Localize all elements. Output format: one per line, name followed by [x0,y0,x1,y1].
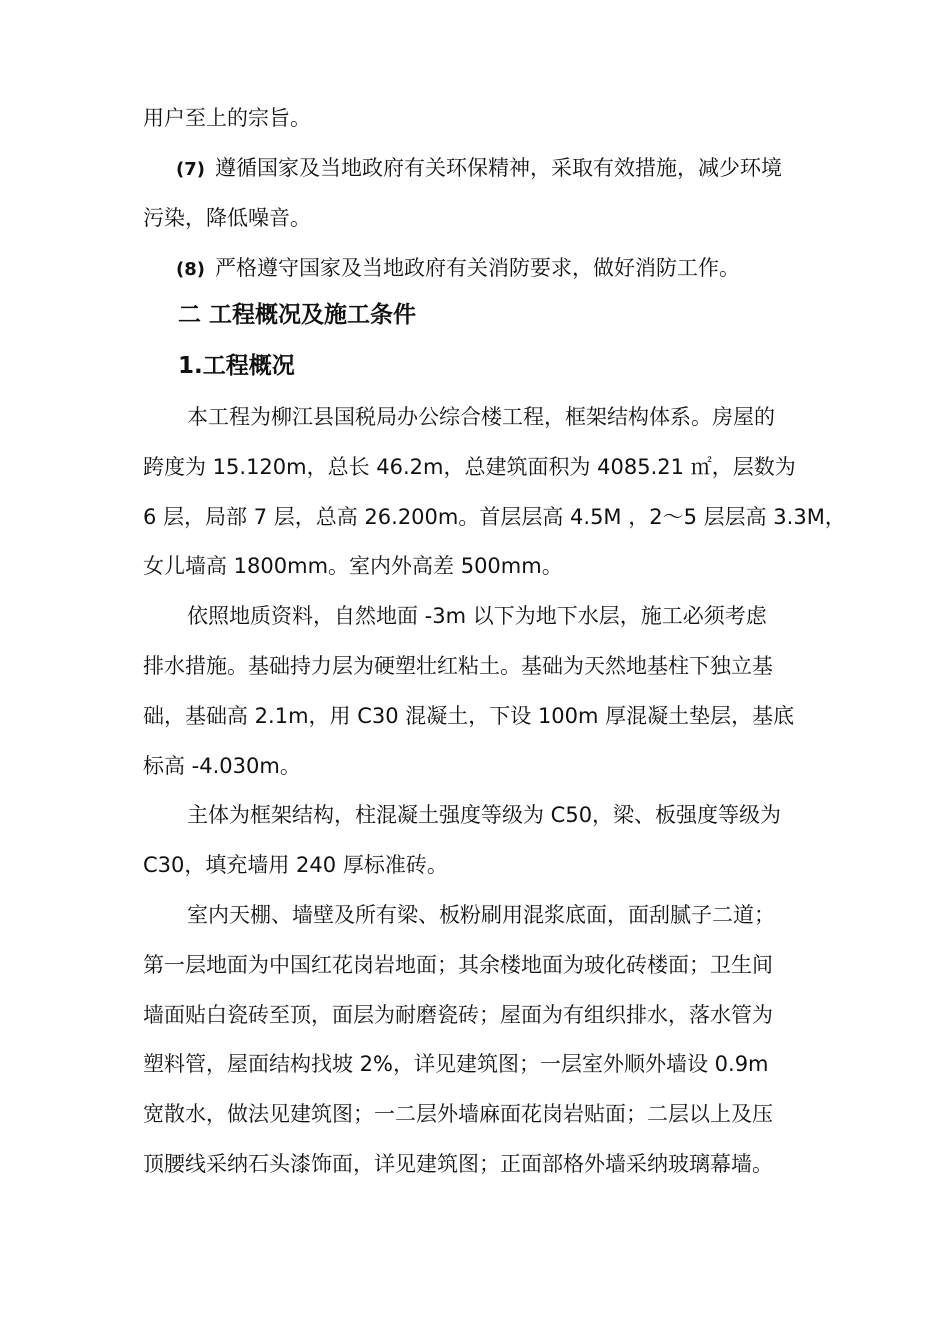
paragraph-line: 第一层地面为中国红花岗岩地面；其余楼地面为玻化砖楼面；卫生间 [143,953,773,977]
paragraph-line: 严格遵守国家及当地政府有关消防要求，做好消防工作。 [214,256,740,280]
paragraph-line: 依照地质资料，自然地面 -3m 以下为地下水层，施工必须考虑 [187,604,767,628]
paragraph-line: C30，填充墙用 240 厚标准砖。 [143,853,448,877]
paragraph-line: 遵循国家及当地政府有关环保精神，采取有效措施，减少环境 [214,156,782,180]
paragraph-line: 6 层，局部 7 层，总高 26.200m。首层层高 4.5M ，2～5 层层高 3.3M， [143,505,846,529]
paragraph-line: 跨度为 15.120m，总长 46.2m，总建筑面积为 4085.21 ㎡，层数为 [143,455,796,479]
item-number: (8) [176,259,205,280]
section-heading: 二 工程概况及施工条件 [178,302,417,328]
paragraph-line: 污染，降低噪音。 [143,206,311,230]
paragraph-line: 女儿墙高 1800mm。室内外高差 500mm。 [143,554,563,578]
paragraph-line: 塑料管，屋面结构找坡 2%，详见建筑图；一层室外顺外墙设 0.9m [143,1052,769,1076]
item-number: (7) [176,159,205,180]
paragraph-line: 用户至上的宗旨。 [143,106,311,130]
paragraph-line: 宽散水，做法见建筑图；一二层外墙麻面花岗岩贴面；二层以上及压 [143,1102,773,1126]
paragraph-line: 室内天棚、墙壁及所有梁、板粉刷用混浆底面，面刮腻子二道； [187,903,775,927]
subsection-heading: 1.工程概况 [178,353,295,379]
numbered-item-7 [176,153,782,185]
numbered-item-8 [176,253,740,285]
paragraph-line: 墙面贴白瓷砖至顶，面层为耐磨瓷砖；屋面为有组织排水，落水管为 [143,1003,773,1027]
paragraph-line: 标高 -4.030m。 [143,754,301,778]
paragraph-line: 本工程为柳江县国税局办公综合楼工程，框架结构体系。房屋的 [187,405,775,429]
paragraph-line: 顶腰线采纳石头漆饰面，详见建筑图；正面部格外墙采纳玻璃幕墙。 [143,1152,773,1176]
paragraph-line: 排水措施。基础持力层为硬塑壮红粘土。基础为天然地基柱下独立基 [143,654,773,678]
paragraph-line: 主体为框架结构，柱混凝土强度等级为 C50，梁、板强度等级为 [187,803,782,827]
paragraph-line: 础，基础高 2.1m，用 C30 混凝土，下设 100m 厚混凝土垫层，基底 [143,704,795,728]
